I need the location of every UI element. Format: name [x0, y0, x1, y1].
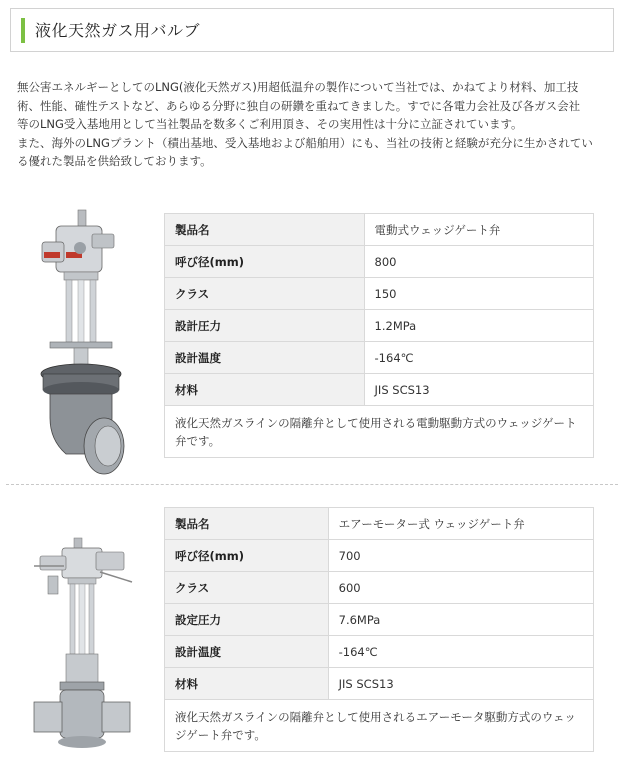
spec-value: -164℃	[364, 342, 593, 374]
product-description: 液化天然ガスラインの隔離弁として使用される電動駆動方式のウェッジゲート弁です。	[165, 406, 594, 458]
spec-value: 電動式ウェッジゲート弁	[364, 214, 593, 246]
table-row	[165, 310, 594, 342]
spec-value: 600	[328, 572, 593, 604]
section-title: 液化天然ガス用バルブ	[35, 21, 201, 40]
table-row	[165, 636, 594, 668]
spec-value: エアーモーター式 ウェッジゲート弁	[328, 508, 593, 540]
spec-value: JIS SCS13	[364, 374, 593, 406]
table-row	[165, 214, 594, 246]
intro-line: る優れた製品を供給致しております。	[17, 154, 212, 168]
intro-line: 等のLNG受入基地用として当社製品を数多くご利用頂き、その実用性は十分に立証されています。	[17, 117, 523, 131]
spec-label: クラス	[165, 572, 329, 604]
intro-text	[17, 78, 617, 171]
spec-value: 150	[364, 278, 593, 310]
intro-line: 無公害エネルギーとしてのLNG(液化天然ガス)用超低温弁の製作について当社では、かねてより材料、加工技	[17, 80, 579, 94]
spec-label: 呼び径(mm)	[165, 246, 365, 278]
electric-gate-valve-image	[36, 208, 136, 480]
table-row	[165, 540, 594, 572]
spec-label: 材料	[165, 374, 365, 406]
intro-line: 術、性能、確性テストなど、あらゆる分野に独自の研鑽を重ねてきました。すでに各電力会社及び各ガス会社	[17, 98, 581, 113]
spec-value: 800	[364, 246, 593, 278]
air-motor-gate-valve-image	[30, 536, 136, 762]
spec-label: 呼び径(mm)	[165, 540, 329, 572]
spec-value: 700	[328, 540, 593, 572]
spec-value: -164℃	[328, 636, 593, 668]
spec-value: JIS SCS13	[328, 668, 593, 700]
spec-label: 設計温度	[165, 636, 329, 668]
spec-label: 製品名	[165, 508, 329, 540]
table-row	[165, 572, 594, 604]
table-row	[165, 406, 594, 458]
section-divider	[6, 484, 618, 485]
spec-label: 設定圧力	[165, 604, 329, 636]
accent-bar	[21, 18, 25, 43]
spec-label: 材料	[165, 668, 329, 700]
table-row	[165, 700, 594, 752]
intro-line: また、海外のLNGプラント（積出基地、受入基地および船舶用）にも、当社の技術と経験が充分に生かされてい	[17, 135, 593, 150]
table-row	[165, 246, 594, 278]
table-row	[165, 508, 594, 540]
spec-value: 7.6MPa	[328, 604, 593, 636]
spec-label: 設計温度	[165, 342, 365, 374]
spec-label: 設計圧力	[165, 310, 365, 342]
section-header	[10, 8, 614, 52]
product-spec-table	[164, 213, 594, 458]
table-row	[165, 342, 594, 374]
product-description: 液化天然ガスラインの隔離弁として使用されるエアーモータ駆動方式のウェッジゲート弁です。	[165, 700, 594, 752]
spec-label: クラス	[165, 278, 365, 310]
table-row	[165, 604, 594, 636]
table-row	[165, 668, 594, 700]
spec-label: 製品名	[165, 214, 365, 246]
table-row	[165, 374, 594, 406]
spec-value: 1.2MPa	[364, 310, 593, 342]
product-spec-table	[164, 507, 594, 752]
table-row	[165, 278, 594, 310]
